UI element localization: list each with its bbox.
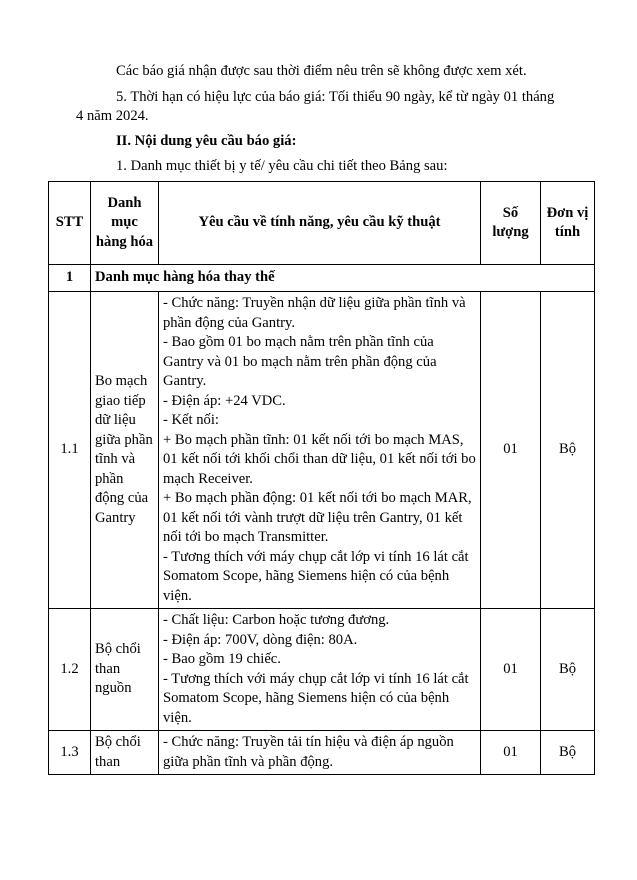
header-requirements: Yêu cầu về tính năng, yêu cầu kỹ thuật <box>159 182 481 265</box>
row-unit: Bộ <box>541 609 595 731</box>
requirement-line: - Bao gồm 19 chiếc. <box>163 651 281 667</box>
equipment-table <box>48 181 595 775</box>
row-quantity: 01 <box>481 292 541 609</box>
requirement-line: - Tương thích với máy chụp cắt lớp vi tính 16 lát cắt Somatom Scope, hãng Siemens hiện có của bệnh viện. <box>163 670 469 726</box>
header-quantity: Số lượng <box>481 182 541 265</box>
table-header-row <box>49 182 595 265</box>
row-requirements <box>159 731 481 775</box>
requirement-line: - Kết nối: <box>163 412 219 428</box>
intro-paragraph-2-line-2: 4 năm 2024. <box>76 108 149 124</box>
header-unit: Đơn vị tính <box>541 182 595 265</box>
section-heading: II. Nội dung yêu cầu báo giá: <box>116 133 297 149</box>
requirement-line: - Tương thích với máy chụp cắt lớp vi tính 16 lát cắt Somatom Scope, hãng Siemens hiện có của bệnh viện. <box>163 548 469 604</box>
row-unit: Bộ <box>541 292 595 609</box>
requirement-line: - Chức năng: Truyền nhận dữ liệu giữa phần tĩnh và phần động của Gantry. <box>163 295 466 331</box>
intro-paragraph-3: 1. Danh mục thiết bị y tế/ yêu cầu chi tiết theo Bảng sau: <box>116 158 448 174</box>
row-quantity: 01 <box>481 609 541 731</box>
row-stt: 1.3 <box>49 731 91 775</box>
section-stt: 1 <box>49 265 91 292</box>
table-row <box>49 609 595 731</box>
table-row <box>49 731 595 775</box>
row-item-name: Bộ chổi than <box>91 731 159 775</box>
intro-paragraph-2-line-1: 5. Thời hạn có hiệu lực của báo giá: Tối thiểu 90 ngày, kể từ ngày 01 tháng <box>116 89 555 105</box>
requirement-line: - Điện áp: +24 VDC. <box>163 392 286 409</box>
row-quantity: 01 <box>481 731 541 775</box>
row-stt: 1.2 <box>49 609 91 731</box>
intro-paragraph-1: Các báo giá nhận được sau thời điểm nêu trên sẽ không được xem xét. <box>116 63 527 79</box>
row-requirements <box>159 292 481 609</box>
requirement-line: + Bo mạch phần tĩnh: 01 kết nối tới bo mạch MAS, 01 kết nối tới khối chổi than dữ liệu, 01 kết nối tới bo mạch Receiver. <box>163 431 476 487</box>
row-item-name: Bo mạch giao tiếp dữ liệu giữa phần tĩnh và phần động của Gantry <box>91 292 159 609</box>
header-stt: STT <box>49 182 91 265</box>
requirement-line: - Chất liệu: Carbon hoặc tương đương. <box>163 612 390 628</box>
row-stt: 1.1 <box>49 292 91 609</box>
row-requirements <box>159 609 481 731</box>
requirement-line: - Bao gồm 01 bo mạch nằm trên phần tĩnh của Gantry và 01 bo mạch nằm trên phần động của Gantry. <box>163 334 437 389</box>
header-name: Danh mục hàng hóa <box>91 182 159 265</box>
table-row <box>49 292 595 609</box>
section-row <box>49 265 595 292</box>
row-item-name: Bộ chổi than nguồn <box>91 609 159 731</box>
requirement-line: - Chức năng: Truyền tải tín hiệu và điện áp nguồn giữa phần tĩnh và phần động. <box>163 734 454 770</box>
row-unit: Bộ <box>541 731 595 775</box>
section-title: Danh mục hàng hóa thay thế <box>91 265 595 292</box>
requirement-line: + Bo mạch phần động: 01 kết nối tới bo mạch MAR, 01 kết nối tới vành trượt dữ liệu trên Gantry, 01 kết nối tới bo mạch Transmitter. <box>163 490 472 545</box>
requirement-line: - Điện áp: 700V, dòng điện: 80A. <box>163 631 358 648</box>
